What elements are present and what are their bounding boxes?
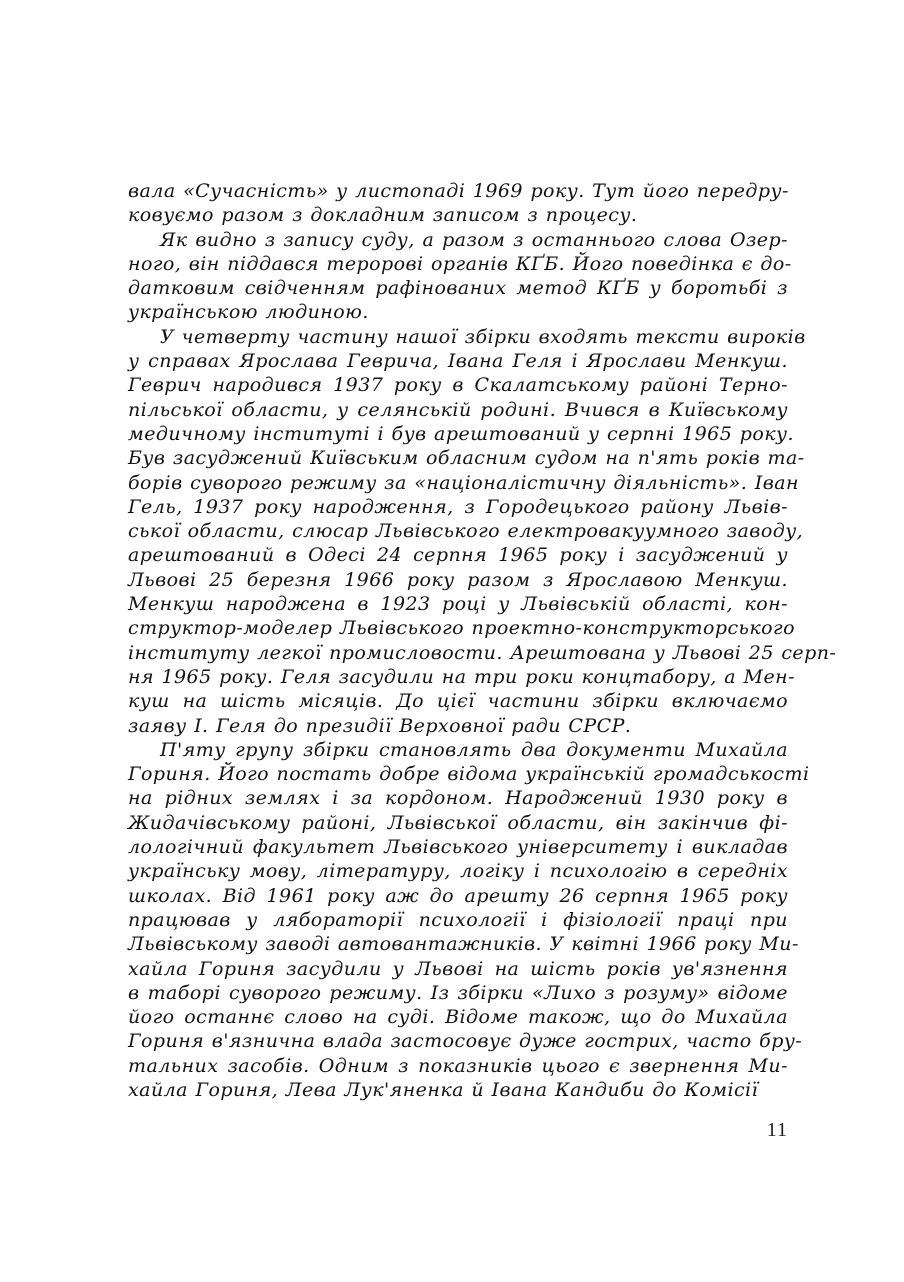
text-line: У четверту частину нашої збірки входять тексти вироків xyxy=(160,325,806,348)
text-line: структор-моделер Львівського проектно-конструкторського xyxy=(128,617,795,640)
text-line: працював у лябораторії психології і фізіології праці при xyxy=(128,908,788,931)
text-line: хайла Гориня засудили у Львові на шість років ув'язнення xyxy=(128,957,788,980)
text-line: ковуємо разом з докладним записом з процесу. xyxy=(128,204,638,227)
text-line: на рідних землях і за кордоном. Народжений 1930 року в xyxy=(128,787,788,810)
text-line: заяву І. Геля до президії Верховної ради СРСР. xyxy=(128,714,632,737)
text-line: пільської области, у селянській родині. Вчився в Київському xyxy=(128,398,788,421)
text-line: ської области, слюсар Львівського електровакуумного заводу, xyxy=(128,520,804,543)
text-line: Як видно з запису суду, а разом з останнього слова Озер- xyxy=(160,228,788,251)
text-line: у справах Ярослава Геврича, Івана Геля і Ярослави Менкуш. xyxy=(128,350,788,373)
text-line: Геврич народився 1937 року в Скалатському районі Терно- xyxy=(128,374,788,397)
text-line: борів суворого режиму за «націоналістичну діяльність». Іван xyxy=(128,471,799,494)
text-line: тальних засобів. Одним з показників цього є звернення Ми- xyxy=(128,1054,788,1077)
text-line: П'яту групу збірки становлять два документи Михайла xyxy=(160,738,788,761)
text-line: Львові 25 березня 1966 року разом з Ярославою Менкуш. xyxy=(128,568,788,591)
text-line: українську мову, літературу, логіку і психологію в середніх xyxy=(128,860,788,883)
text-line: хайла Гориня, Лева Лук'яненка й Івана Кандиби до Комісії xyxy=(128,1078,759,1101)
text-line: в таборі суворого режиму. Із збірки «Лихо з розуму» відоме xyxy=(128,981,788,1004)
text-line: ня 1965 року. Геля засудили на три роки концтабору, а Мен- xyxy=(128,665,795,688)
text-line: його останнє слово на суді. Відоме також, що до Михайла xyxy=(128,1006,788,1029)
text-line: Гориня в'язнична влада застосовує дуже гострих, часто бру- xyxy=(128,1030,803,1053)
paragraph xyxy=(128,738,810,1102)
text-line: вала «Сучасність» у листопаді 1969 року. Тут його передру- xyxy=(128,180,789,202)
text-line: Львівському заводі автовантажників. У квітні 1966 року Ми- xyxy=(128,933,799,956)
text-line: Був засуджений Київським обласним судом на п'ять років та- xyxy=(128,447,805,470)
paragraph xyxy=(128,228,792,325)
body-text xyxy=(128,179,837,1102)
paragraph xyxy=(128,179,788,228)
text-line: Жидачівському районі, Львівської области, він закінчив фі- xyxy=(128,811,788,834)
text-line: куш на шість місяців. До цієї частини збірки включаємо xyxy=(128,690,788,713)
text-line: Гель, 1937 року народження, з Городецького району Львів- xyxy=(128,495,788,518)
text-line: Менкуш народжена в 1923 році у Львівській області, кон- xyxy=(128,593,788,616)
page-number: 11 xyxy=(766,1119,788,1141)
text-line: інституту легкої промисловости. Арештована у Львові 25 серп- xyxy=(128,641,837,664)
text-line: українською людиною. xyxy=(128,301,369,324)
text-line: школах. Від 1961 року аж до арешту 26 серпня 1965 року xyxy=(128,884,788,907)
paragraph xyxy=(128,325,837,738)
text-line: Гориня. Його постать добре відома українській громадськості xyxy=(128,763,810,786)
text-line: ного, він піддався теророві органів КҐБ. Його поведінка є до- xyxy=(128,252,792,275)
text-line: лологічний факультет Львівського університету і викладав xyxy=(128,836,788,859)
text-line: арештований в Одесі 24 серпня 1965 року і засуджений у xyxy=(128,544,788,567)
text-line: медичному інституті і був арештований у серпні 1965 року. xyxy=(128,422,794,445)
text-line: датковим свідченням рафінованих метод КҐБ у боротьбі з xyxy=(128,277,788,300)
